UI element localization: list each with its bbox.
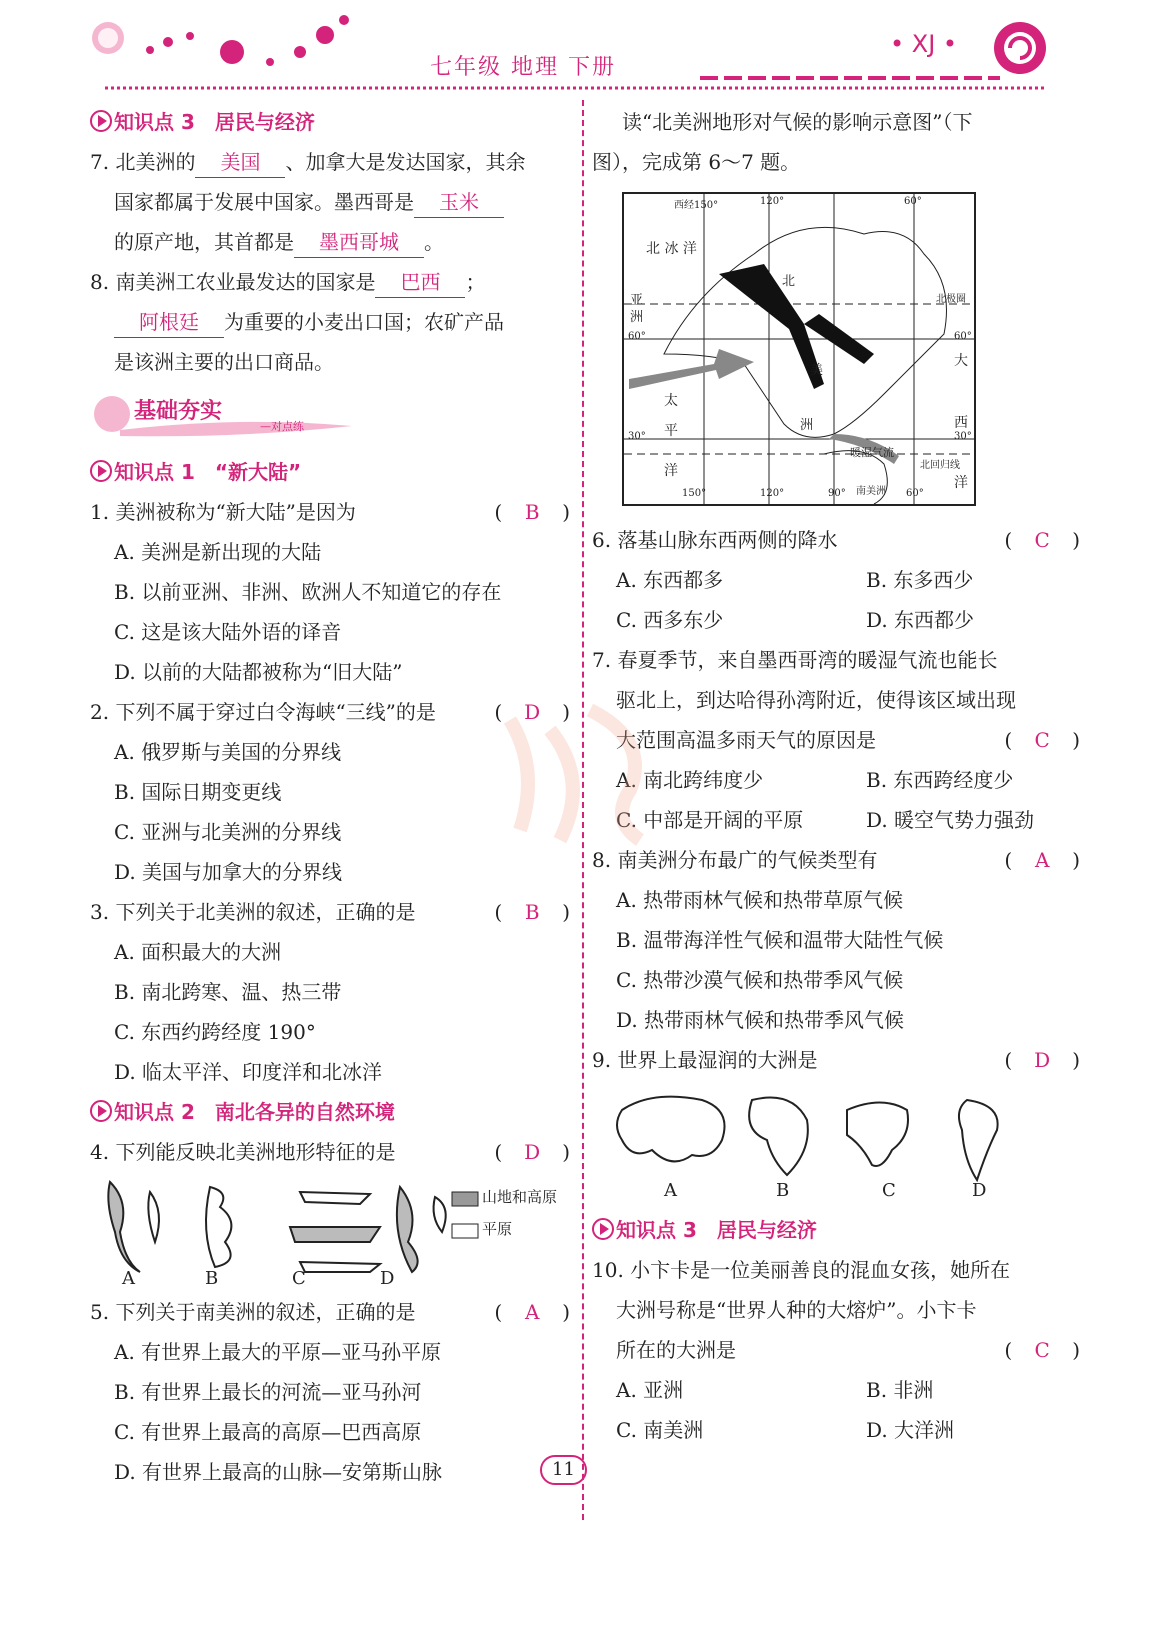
answer-choice: B: [524, 900, 540, 924]
q1-option-c: C. 这是该大陆外语的译音: [114, 620, 342, 644]
map-label: 60°: [906, 488, 924, 499]
banner-decoration: [90, 386, 360, 446]
q3-option-c: C. 东西约跨经度 190°: [114, 1020, 316, 1044]
q5-option-b: B. 有世界上最长的河流—亚马孙河: [114, 1380, 422, 1404]
map-label: 西经150°: [674, 200, 719, 211]
watermark-logo: [480, 700, 650, 879]
q4-terrain-figure: [90, 1172, 570, 1292]
q8-option-c: C. 热带沙漠气候和热带季风气候: [616, 968, 904, 992]
q7-options-row1: A. 南北跨纬度少 B. 东西跨经度少: [616, 768, 1014, 792]
right-column: [592, 102, 1080, 1450]
map-label: 150°: [682, 488, 707, 499]
q5-option-a: A. 有世界上最大的平原—亚马孙平原: [114, 1340, 442, 1364]
q6-stem: 6. 落基山脉东西两侧的降水 ( C ): [592, 520, 1080, 560]
play-icon: [90, 110, 112, 132]
legend-mountain-label: 山地和高原: [482, 1188, 558, 1206]
page-number: 11: [540, 1455, 620, 1487]
q8-line1: 8. 南美洲工农业最发达的国家是 巴西 ；: [90, 262, 570, 302]
section-banner: [90, 382, 570, 452]
q3-option-d: D. 临太平洋、印度洋和北冰洋: [114, 1060, 383, 1084]
map-label: 美: [810, 363, 824, 378]
q1-option-d: D. 以前的大陆都被称为“旧大陆”: [114, 660, 403, 684]
section-heading-kp2: 知识点 2 南北各异的自然环境: [90, 1092, 570, 1132]
answer-blank: 巴西: [375, 267, 465, 298]
map-label: 洲: [630, 310, 644, 325]
map-label: 西: [954, 415, 968, 431]
map-label: 大: [954, 353, 968, 369]
map-label: 60°: [904, 196, 922, 207]
q7-line1: 7. 北美洲的 美国 、加拿大是发达国家，其余: [90, 142, 570, 182]
map-label: 北 冰 洋: [646, 241, 697, 257]
q6-options-row2: C. 西多东少 D. 东西都少: [616, 608, 975, 632]
edition-badge: • XJ •: [890, 30, 958, 58]
answer-blank: 墨西哥城: [294, 227, 424, 258]
map-label: 120°: [760, 488, 785, 499]
map-label: 北回归线: [920, 460, 960, 471]
q1-stem: 1. 美洲被称为“新大陆”是因为 ( B ): [90, 492, 570, 532]
q8-line3: 是该洲主要的出口商品。: [114, 350, 334, 374]
q7-line3: 的原产地，其首都是 墨西哥城 。: [90, 222, 570, 262]
q5-option-c: C. 有世界上最高的高原—巴西高原: [114, 1420, 422, 1444]
q3-option-b: B. 南北跨寒、温、热三带: [114, 980, 342, 1004]
q8-option-d: D. 热带雨林气候和热带季风气候: [616, 1008, 905, 1032]
map-label: 60°: [628, 331, 646, 342]
q7-options-row2: C. 中部是开阔的平原 D. 暖空气势力强劲: [616, 808, 1035, 832]
q9-continents-figure: [592, 1080, 1080, 1210]
q3-option-a: A. 面积最大的大洲: [114, 940, 282, 964]
figure-label: D: [380, 1268, 395, 1289]
answer-choice: C: [1034, 528, 1050, 552]
banner-subtitle: —对点练: [260, 420, 304, 433]
q10-line3: 所在的大洲是 ( C ): [592, 1330, 1080, 1370]
q2-option-a: A. 俄罗斯与美国的分界线: [114, 740, 342, 764]
map-label: 90°: [828, 488, 846, 499]
q4-stem: 4. 下列能反映北美洲地形特征的是 ( D ): [90, 1132, 570, 1172]
figure-label: C: [882, 1180, 896, 1201]
answer-choice: C: [1034, 728, 1050, 752]
legend-plain-label: 平原: [482, 1220, 513, 1238]
section-heading-kp1: 知识点 1 “新大陆”: [90, 452, 570, 492]
q8-option-b: B. 温带海洋性气候和温带大陆性气候: [616, 928, 944, 952]
q10-options-row2: C. 南美洲 D. 大洋洲: [616, 1418, 955, 1442]
answer-choice: D: [524, 700, 541, 724]
figure-label: A: [122, 1268, 135, 1289]
q8-option-a: A. 热带雨林气候和热带草原气候: [616, 888, 904, 912]
map-label: 60°: [954, 331, 972, 342]
answer-blank: 阿根廷: [114, 307, 224, 338]
q8-stem: 8. 南美洲分布最广的气候类型有 ( A ): [592, 840, 1080, 880]
answer-choice: A: [524, 1300, 540, 1324]
q10-line2: 大洲号称是“世界人种的大熔炉”。小卞卡: [616, 1298, 977, 1322]
figure-label: D: [972, 1180, 987, 1201]
q10-options-row1: A. 亚洲 B. 非洲: [616, 1378, 934, 1402]
q2-stem: 2. 下列不属于穿过白令海峡“三线”的是 ( D ): [90, 692, 570, 732]
continent-outlines: [592, 1080, 1072, 1190]
answer-choice: D: [1034, 1048, 1051, 1072]
play-icon: [90, 460, 112, 482]
play-icon: [90, 1100, 112, 1122]
banner-title: 基础夯实: [134, 399, 223, 424]
north-america-map: [622, 192, 976, 506]
q9-stem: 9. 世界上最湿润的大洲是 ( D ): [592, 1040, 1080, 1080]
answer-blank: 玉米: [414, 187, 504, 218]
intro-line1: 读“北美洲地形对气候的影响示意图”（下: [622, 110, 973, 134]
q1-option-b: B. 以前亚洲、非洲、欧洲人不知道它的存在: [114, 580, 502, 604]
figure-label: C: [292, 1268, 306, 1289]
figure-label: A: [664, 1180, 677, 1201]
section-heading-kp3: 知识点 3 居民与经济: [90, 102, 570, 142]
map-label: 南美洲: [856, 486, 886, 497]
q2-option-b: B. 国际日期变更线: [114, 780, 282, 804]
map-label: 北: [782, 274, 796, 289]
q7-line2: 驱北上，到达哈得孙湾附近，使得该区域出现: [616, 688, 1016, 712]
q7-line2: 国家都属于发展中国家。墨西哥是 玉米: [90, 182, 570, 222]
q5-option-d: D. 有世界上最高的山脉—安第斯山脉: [114, 1460, 443, 1484]
q2-option-d: D. 美国与加拿大的分界线: [114, 860, 343, 884]
play-icon: [592, 1218, 614, 1240]
answer-blank: 美国: [195, 147, 285, 178]
q1-option-a: A. 美洲是新出现的大陆: [114, 540, 322, 564]
answer-choice: C: [1034, 1338, 1050, 1362]
answer-choice: B: [524, 500, 540, 524]
answer-choice: D: [524, 1140, 541, 1164]
q7-line3: 大范围高温多雨天气的原因是 ( C ): [592, 720, 1080, 760]
q8-line2: 阿根廷 为重要的小麦出口国；农矿产品: [90, 302, 570, 342]
q5-stem: 5. 下列关于南美洲的叙述，正确的是 ( A ): [90, 1292, 570, 1332]
q3-stem: 3. 下列关于北美洲的叙述，正确的是 ( B ): [90, 892, 570, 932]
map-label: 120°: [760, 196, 785, 207]
map-label: 太: [664, 393, 678, 409]
map-label: 洋: [954, 475, 968, 491]
q10-line1: 10. 小卞卡是一位美丽善良的混血女孩，她所在: [592, 1258, 1011, 1282]
map-label: 平: [664, 423, 678, 439]
section-heading-kp3-right: 知识点 3 居民与经济: [592, 1210, 1080, 1250]
map-label: 亚: [630, 293, 644, 308]
q2-option-c: C. 亚洲与北美洲的分界线: [114, 820, 342, 844]
intro-line2: 图），完成第 6～7 题。: [592, 150, 801, 174]
map-label: 30°: [954, 431, 972, 442]
map-label: 30°: [628, 431, 646, 442]
figure-label: B: [776, 1180, 790, 1201]
map-label: 暖湿气流: [850, 446, 894, 459]
header-title: 七年级 地理 下册: [430, 55, 616, 80]
watermark-graphic: [480, 700, 650, 850]
answer-choice: A: [1034, 848, 1050, 872]
q7-line1: 7. 春夏季节，来自墨西哥湾的暖湿气流也能长: [592, 648, 998, 672]
map-label: 洋: [664, 463, 678, 479]
map-label: 北极圈: [936, 294, 966, 305]
map-label: 洲: [800, 418, 814, 433]
figure-label: B: [205, 1268, 219, 1289]
q6-options-row1: A. 东西都多 B. 东多西少: [616, 568, 974, 592]
